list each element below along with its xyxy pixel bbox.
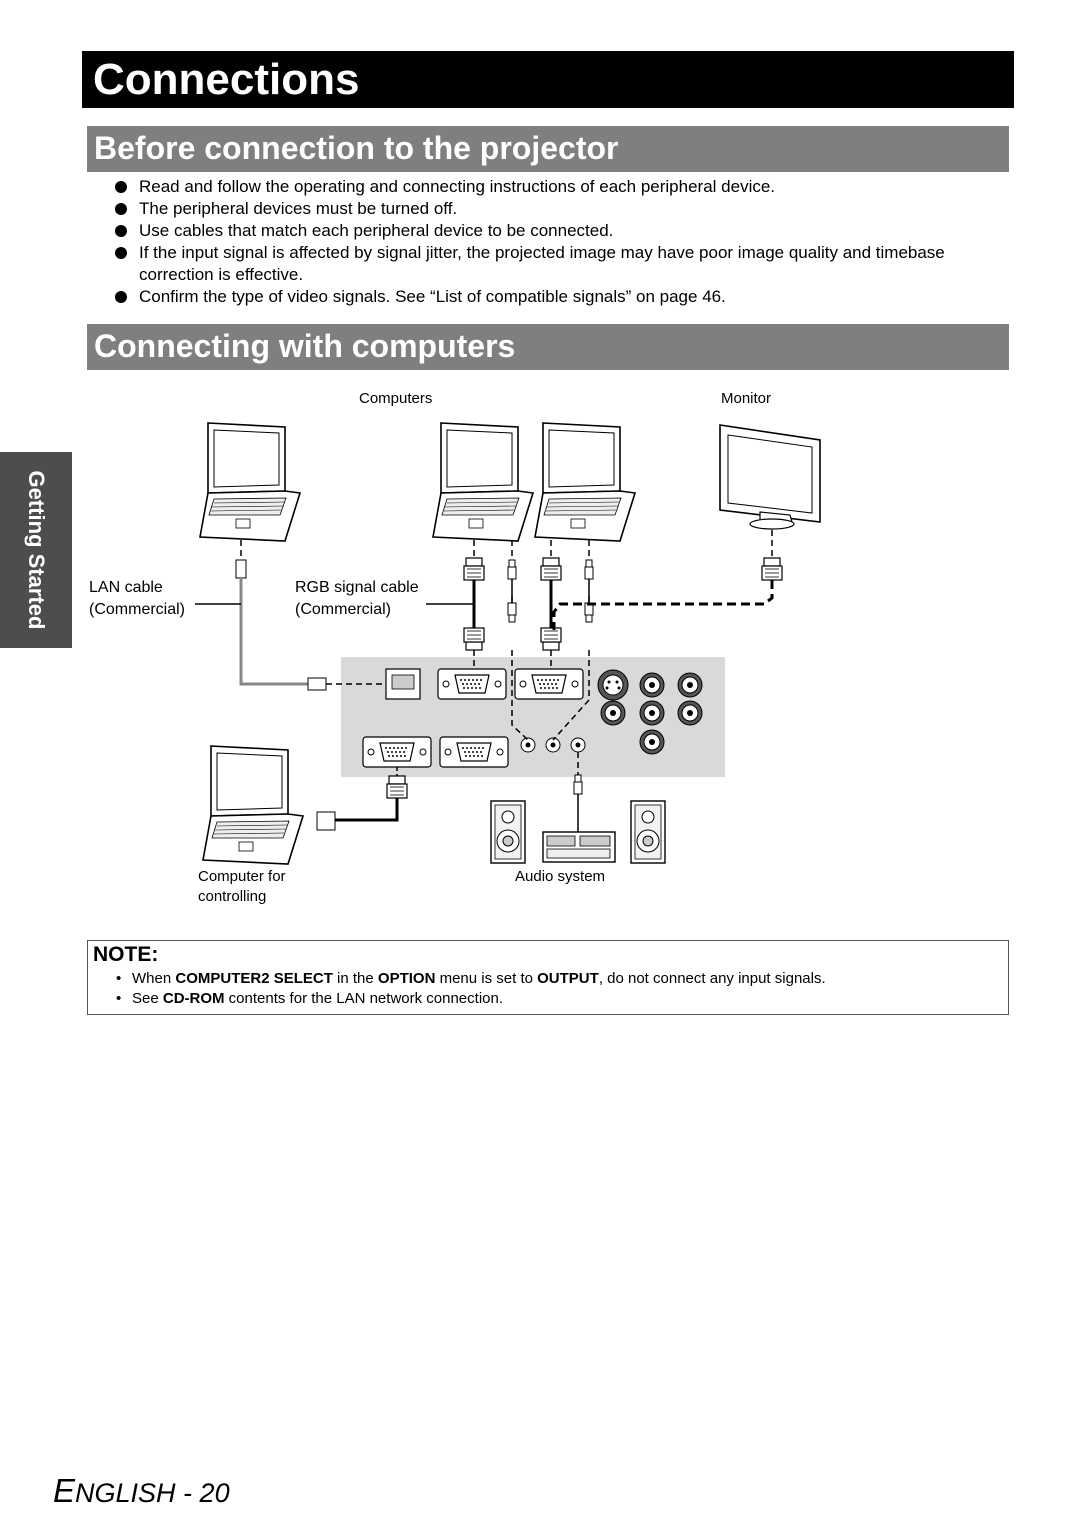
note-text: When: [132, 970, 176, 987]
page-footer: [53, 1472, 230, 1510]
list-item-text: Read and follow the operating and connecting instructions of each peripheral device.: [139, 177, 776, 196]
list-item-text: If the input signal is affected by signal jitter, the projected image may have poor image quality and timebase correction is effective.: [139, 243, 945, 284]
speaker-right-icon: [631, 801, 665, 863]
lan-computer-icon: [200, 423, 300, 541]
note-title: NOTE:: [93, 943, 159, 966]
bullet-icon: •: [116, 970, 122, 987]
note-bold-term: OUTPUT: [537, 970, 599, 987]
note-bold-term: COMPUTER2 SELECT: [175, 970, 333, 987]
page-number: 20: [199, 1478, 230, 1508]
serial-port-icon: [363, 737, 431, 767]
note-text: menu is set to: [435, 970, 538, 987]
control-computer-label-line2: controlling: [198, 888, 267, 905]
note-list: [116, 969, 826, 1009]
note-text: , do not connect any input signals.: [598, 970, 826, 987]
lan-port-icon: [386, 669, 420, 699]
note-box: [87, 940, 1009, 1015]
s-video-port-icon: [598, 670, 628, 700]
rca-port-icon: [601, 701, 625, 725]
rgb-cable-2: [541, 540, 561, 670]
note-bold-term: CD-ROM: [162, 990, 225, 1007]
audio-jack-icon: [521, 738, 585, 752]
note-item: [116, 989, 826, 1009]
control-computer-label-line1: Computer for: [198, 868, 286, 885]
section-heading-connecting-computers: Connecting with computers: [87, 324, 1009, 370]
side-tab-label: Getting Started: [24, 470, 49, 630]
footer-lang-rest: NGLISH: [75, 1478, 176, 1508]
note-text: See: [132, 990, 163, 1007]
computer-1-icon: [433, 423, 533, 541]
rca-port-icon: [640, 673, 664, 697]
list-item-text: Confirm the type of video signals. See “List of compatible signals” on page 46.: [139, 287, 726, 306]
note-bold-term: OPTION: [377, 970, 436, 987]
monitor-label: Monitor: [721, 390, 772, 407]
speaker-left-icon: [491, 801, 525, 863]
rca-port-icon: [640, 701, 664, 725]
lan-cable-label: LAN cable: [89, 579, 163, 596]
list-item-text: The peripheral devices must be turned off.: [139, 199, 458, 218]
stereo-unit-icon: [543, 832, 615, 862]
list-item-text: Use cables that match each peripheral device to be connected.: [139, 221, 614, 240]
rca-port-icon: [678, 701, 702, 725]
computer2-port-icon: [515, 669, 583, 699]
section-heading-before-connection: Before connection to the projector: [87, 126, 1009, 172]
rgb-cable-label: RGB signal cable: [295, 579, 419, 596]
note-text: contents for the LAN network connection.: [224, 990, 504, 1007]
serial-out-port-icon: [440, 737, 508, 767]
rgb-cable-1: [464, 540, 484, 670]
lan-cable-sub-label: (Commercial): [89, 601, 185, 618]
page-title: Connections: [82, 51, 1014, 108]
rca-port-icon: [640, 730, 664, 754]
computer1-input-port-icon: [438, 669, 506, 699]
computer-2-icon: [535, 423, 635, 541]
bullet-icon: •: [116, 990, 122, 1007]
audio-system-label: Audio system: [515, 868, 606, 885]
footer-separator: -: [175, 1478, 200, 1508]
note-item: [116, 969, 826, 989]
control-computer-icon: [203, 746, 303, 864]
rgb-cable-sub-label: (Commercial): [295, 601, 391, 618]
footer-lang-initial: E: [53, 1472, 76, 1509]
note-text: in the: [332, 970, 378, 987]
rca-port-icon: [678, 673, 702, 697]
computers-label: Computers: [359, 390, 433, 407]
monitor-icon: [720, 425, 820, 529]
